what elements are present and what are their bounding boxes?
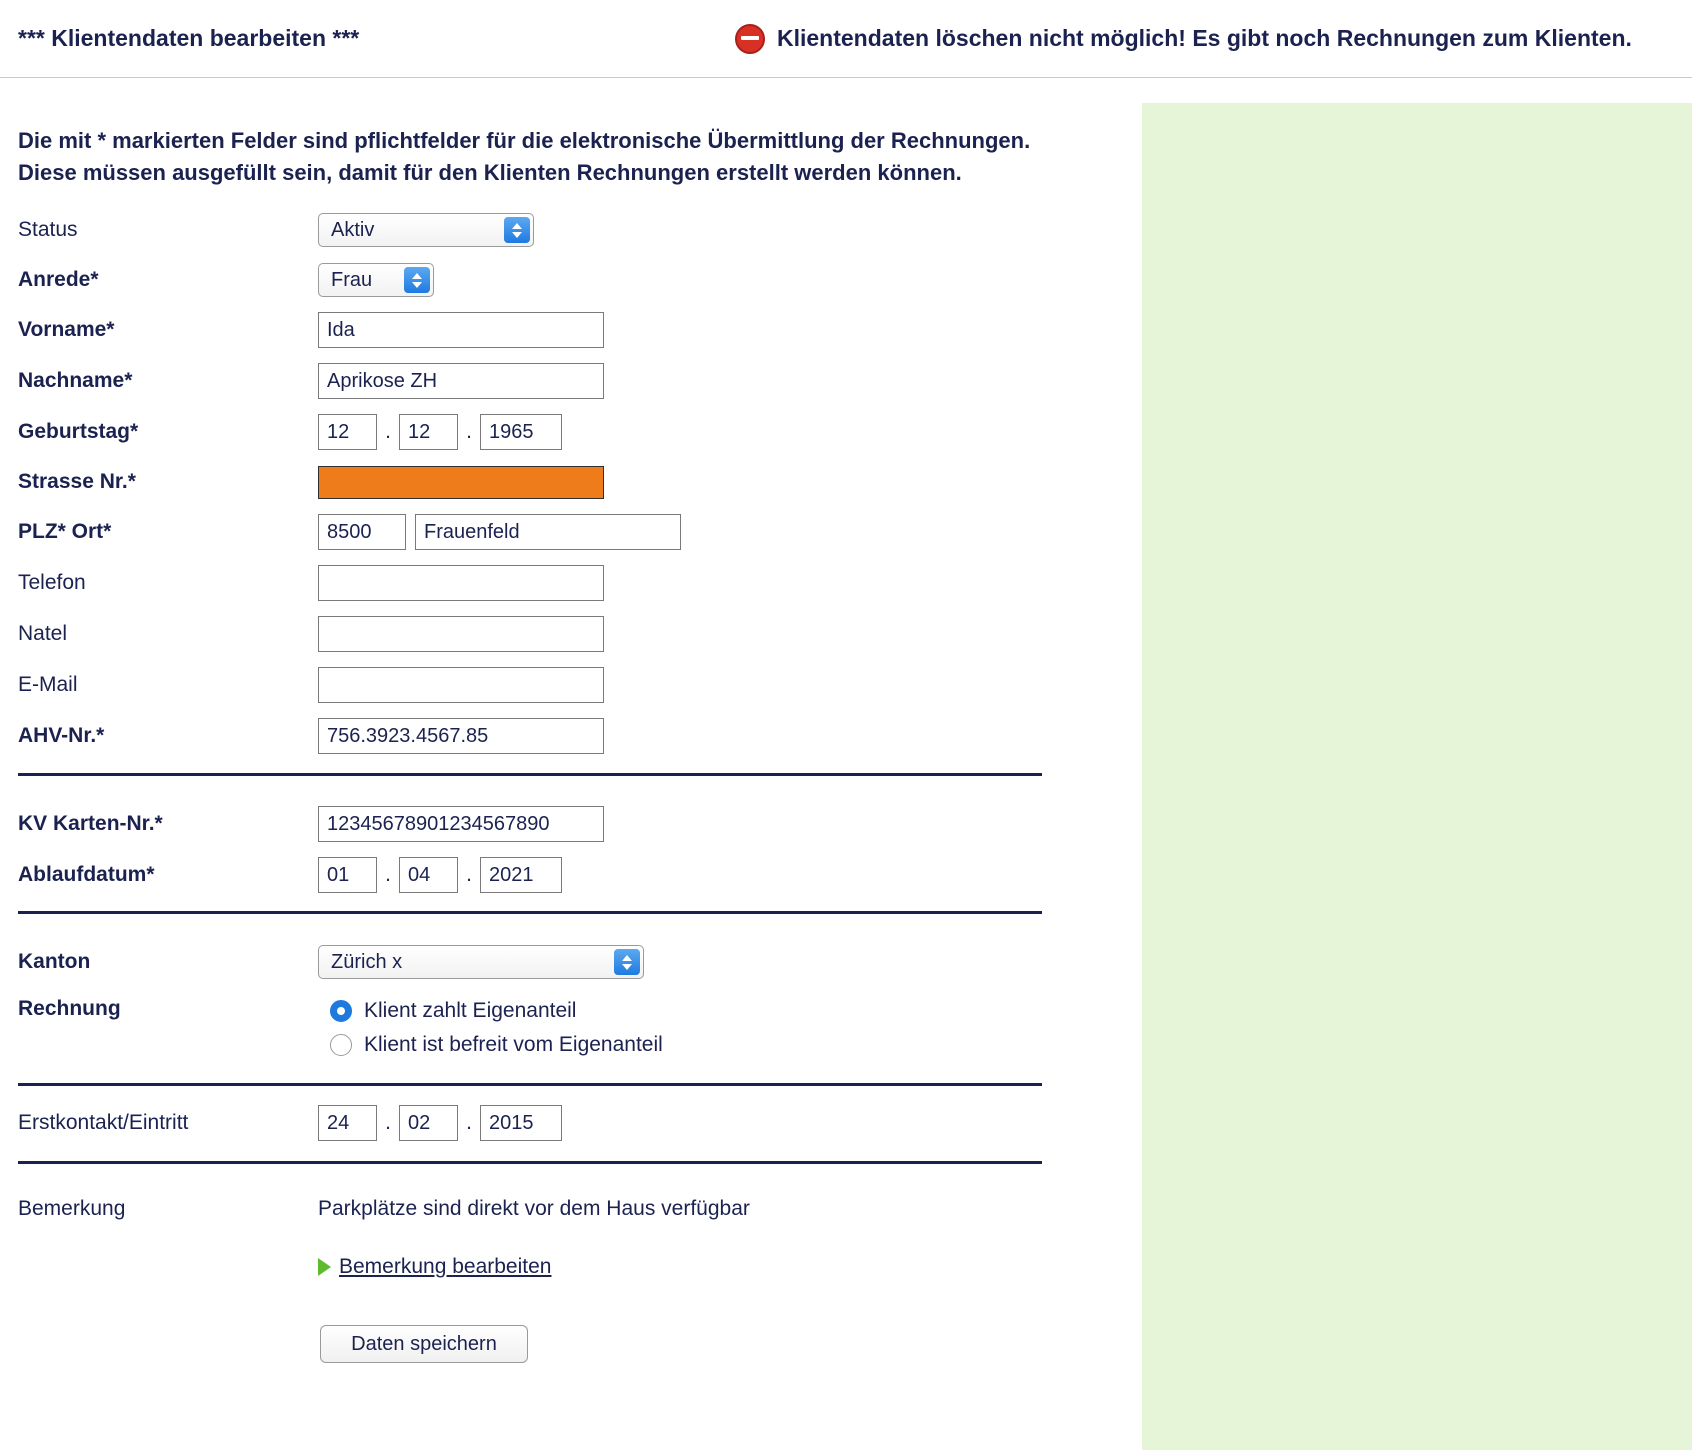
- vorname-input[interactable]: [318, 312, 604, 348]
- status-select-value: Aktiv: [331, 218, 375, 241]
- row-anrede: [0, 263, 1142, 297]
- error-circle-icon: [735, 24, 765, 54]
- erstkontakt-day-input[interactable]: [318, 1105, 377, 1141]
- play-arrow-icon: [318, 1258, 331, 1276]
- page-title: *** Klientendaten bearbeiten ***: [18, 25, 360, 51]
- row-kanton: [0, 945, 1142, 979]
- telefon-input[interactable]: [318, 565, 604, 601]
- label-bemerkung: Bemerkung: [18, 1197, 126, 1220]
- geburtstag-year-input[interactable]: [480, 414, 562, 450]
- row-natel: [0, 617, 1142, 651]
- section-divider-4: [18, 1161, 1042, 1164]
- row-kv-karten: [0, 807, 1142, 841]
- label-ablaufdatum: Ablaufdatum*: [18, 863, 155, 886]
- save-button[interactable]: Daten speichern: [320, 1325, 528, 1363]
- chevron-updown-icon: [504, 217, 530, 243]
- status-select[interactable]: [318, 213, 534, 247]
- top-bar: [0, 0, 1692, 78]
- date-separator: .: [466, 420, 472, 443]
- kanton-select-value: Zürich x: [331, 950, 403, 973]
- row-geburtstag: [0, 415, 1142, 449]
- intro-line-1: Die mit * markierten Felder sind pflichtfelder für die elektronische Übermittlung der Rechnungen.: [18, 128, 1031, 153]
- chevron-updown-icon: [404, 267, 430, 293]
- row-ablaufdatum: [0, 858, 1142, 892]
- row-nachname: [0, 364, 1142, 398]
- kv-karten-input[interactable]: [318, 806, 604, 842]
- rechnung-option-2[interactable]: [330, 1033, 663, 1057]
- ablaufdatum-month-input[interactable]: [399, 857, 458, 893]
- label-ahv: AHV-Nr.*: [18, 724, 105, 747]
- email-input[interactable]: [318, 667, 604, 703]
- warning-text: Klientendaten löschen nicht möglich! Es gibt noch Rechnungen zum Klienten.: [777, 25, 1632, 51]
- natel-input[interactable]: [318, 616, 604, 652]
- date-separator: .: [385, 863, 391, 886]
- label-rechnung: Rechnung: [18, 997, 121, 1020]
- label-strasse: Strasse Nr.*: [18, 470, 136, 493]
- label-vorname: Vorname*: [18, 318, 115, 341]
- date-separator: .: [466, 863, 472, 886]
- row-strasse: [0, 465, 1142, 499]
- plz-input[interactable]: [318, 514, 406, 550]
- date-separator: .: [385, 1111, 391, 1134]
- row-erstkontakt: [0, 1106, 1142, 1140]
- nachname-input[interactable]: [318, 363, 604, 399]
- label-telefon: Telefon: [18, 571, 86, 594]
- bemerkung-edit-link-wrap[interactable]: [318, 1255, 551, 1279]
- strasse-input[interactable]: [318, 466, 604, 499]
- row-email: [0, 668, 1142, 702]
- label-anrede: Anrede*: [18, 268, 99, 291]
- rechnung-option-1-label: Klient zahlt Eigenanteil: [364, 999, 577, 1022]
- date-separator: .: [466, 1111, 472, 1134]
- label-plz-ort: PLZ* Ort*: [18, 520, 112, 543]
- chevron-updown-icon: [614, 949, 640, 975]
- client-edit-form: [0, 103, 1142, 1450]
- form-intro: [18, 125, 1128, 189]
- row-telefon: [0, 566, 1142, 600]
- label-kv-karten: KV Karten-Nr.*: [18, 812, 163, 835]
- bemerkung-edit-link[interactable]: Bemerkung bearbeiten: [339, 1255, 552, 1278]
- label-nachname: Nachname*: [18, 369, 133, 392]
- bemerkung-text: Parkplätze sind direkt vor dem Haus verfügbar: [318, 1197, 750, 1220]
- label-email: E-Mail: [18, 673, 78, 696]
- rechnung-option-1[interactable]: [330, 999, 576, 1023]
- label-erstkontakt: Erstkontakt/Eintritt: [18, 1111, 189, 1134]
- row-plz-ort: [0, 515, 1142, 549]
- section-divider-2: [18, 911, 1042, 914]
- radio-befreit[interactable]: [330, 1034, 352, 1056]
- ablaufdatum-day-input[interactable]: [318, 857, 377, 893]
- kanton-select[interactable]: [318, 945, 644, 979]
- page-body: [0, 78, 1692, 1450]
- anrede-select[interactable]: [318, 263, 434, 297]
- date-separator: .: [385, 420, 391, 443]
- row-vorname: [0, 313, 1142, 347]
- geburtstag-day-input[interactable]: [318, 414, 377, 450]
- rechnung-option-2-label: Klient ist befreit vom Eigenanteil: [364, 1033, 663, 1056]
- warning-banner: [735, 24, 1632, 54]
- row-status: [0, 213, 1142, 247]
- row-ahv: [0, 719, 1142, 753]
- ablaufdatum-year-input[interactable]: [480, 857, 562, 893]
- ahv-input[interactable]: [318, 718, 604, 754]
- label-kanton: Kanton: [18, 950, 91, 973]
- erstkontakt-year-input[interactable]: [480, 1105, 562, 1141]
- anrede-select-value: Frau: [331, 268, 373, 291]
- section-divider-3: [18, 1083, 1042, 1086]
- radio-eigenanteil[interactable]: [330, 1000, 352, 1022]
- section-divider-1: [18, 773, 1042, 776]
- label-natel: Natel: [18, 622, 68, 645]
- erstkontakt-month-input[interactable]: [399, 1105, 458, 1141]
- geburtstag-month-input[interactable]: [399, 414, 458, 450]
- intro-line-2: Diese müssen ausgefüllt sein, damit für den Klienten Rechnungen erstellt werden können.: [18, 160, 962, 185]
- label-status: Status: [18, 218, 78, 241]
- label-geburtstag: Geburtstag*: [18, 420, 139, 443]
- ort-input[interactable]: [415, 514, 681, 550]
